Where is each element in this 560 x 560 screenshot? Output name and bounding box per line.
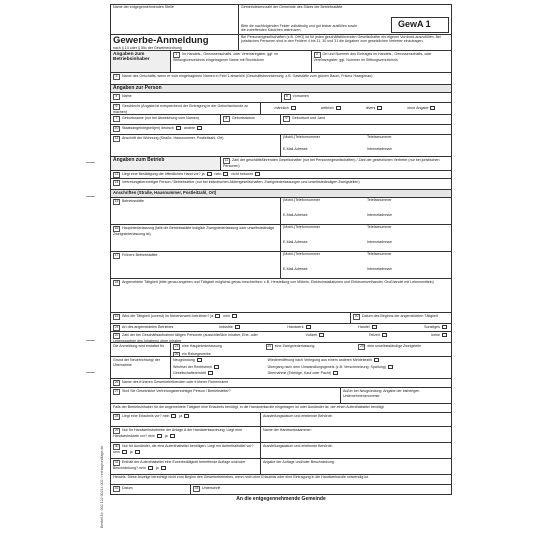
nationality-row: [110, 125, 452, 135]
main-branch-row: [110, 225, 452, 252]
birth-name-field[interactable]: 7 Geburtsname (nur bei Abweichung vom Namen): [111, 115, 221, 124]
employees-row: [110, 332, 452, 343]
previous-number-field[interactable]: Außer bei Neugründung: Angabe der bisherigen Unternehmensnummer: [343, 388, 420, 398]
authority-label: Name der entgegennehmenden Stelle: [113, 5, 174, 9]
permit-q2: 29 Nur für Handwerksbetriebe der Anlage A der Handwerksordnung: Liegt eine Handwerkskarte vor? nein ja: [111, 427, 261, 442]
name-field[interactable]: 4 Name: [111, 93, 282, 102]
permit-q3-detail[interactable]: Ausstellungsdatum und erteilende Behörde:: [263, 443, 333, 448]
employees-field: 22 Zahl der bei Geschäftsaufnahme tätigen Personen (ausschließlich Inhaber, Ehe- oder Lebenspartner des Inhabers) ohne Inhaber Vollzeit Teilzeit keine: [111, 332, 451, 342]
title-cell: [111, 35, 239, 50]
secondary-no[interactable]: nein: [223, 314, 239, 318]
former-name-field[interactable]: 26 Name des früheren Gewerbetreibenden oder früherer Firmenname: [114, 379, 229, 384]
activity-field[interactable]: 18 Angemeldete Tätigkeit (bitte genau angeben und Tätigkeit möglichst genau beschreiben: z.B. Herstellung von Möbeln, Elektroinstallationen und Elektroeinzelhandel, Großhandel mit Lebensmitteln): [114, 279, 434, 284]
hint-row: [110, 475, 452, 485]
instruction-text: Bitte die nachfolgenden Felder vollständig und gut lesbar ausfüllen sowie die zutreffenden Kästchen ankreuzen: [241, 24, 358, 33]
previous-row: [110, 388, 452, 404]
permit-q4-row: [110, 459, 452, 475]
main-branch-email-field[interactable]: E-Mail-Adresse: [283, 239, 308, 244]
permit-q3-row: [110, 443, 452, 459]
former-site-row: [110, 252, 452, 279]
site-fax-field[interactable]: Telefaxnummer: [367, 197, 392, 202]
date-field[interactable]: 32 Datum: [111, 485, 191, 494]
previous-field[interactable]: 27 Sind Sie Gesetzliche Vertretungsberechtigte Person / Betriebsleiter?: [111, 388, 341, 403]
home-address-field[interactable]: 11 Anschrift der Wohnung (Straße, Hausnummer, Postleitzahl, Ort): [111, 135, 281, 156]
field-2[interactable]: 2 Ort und Nummer des Eintrages im Handels-, Genossenschafts- oder Vereinsregister, ggf. Nummer im Stiftungsverzeichnis: [313, 52, 432, 62]
permit-q1-detail[interactable]: Ausstellungsdatum und erteilende Behörde:: [263, 413, 333, 418]
fold-mark: [86, 340, 95, 341]
employees-fulltime[interactable]: Vollzeit: [306, 333, 326, 341]
gender-options: [261, 103, 451, 114]
permit-q1-yes[interactable]: ja: [179, 414, 191, 418]
nationality-other[interactable]: andere: [184, 126, 204, 130]
former-site-fax-field[interactable]: Telefaxnummer: [367, 251, 392, 256]
site-website-field[interactable]: Internetadresse: [367, 212, 392, 217]
authority-cell[interactable]: [111, 5, 239, 34]
former-site-website-field[interactable]: Internetadresse: [367, 266, 392, 271]
registration-row: [110, 343, 452, 357]
permit-q1-row: [110, 413, 452, 427]
start-date-field[interactable]: 20 Datum des Beginns der angemeldeten Tätigkeit: [354, 313, 438, 318]
permit-q4-no[interactable]: nein: [139, 466, 155, 470]
former-site-field[interactable]: 17 Frühere Betriebsstätte: [111, 252, 281, 278]
hint-text: Hinweis: Diese Anzeige berechtigt nicht zum Beginn des Gewerbebetriebes, wenn noch eine Erlaubnis oder eine Eintragung in die Handwerksrolle notwendig ist.: [113, 474, 369, 479]
permit-q3-yes[interactable]: ja: [130, 450, 142, 454]
former-name-row: [110, 379, 452, 388]
birth-date-field[interactable]: 8 Geburtsdatum: [221, 115, 281, 124]
activity-row: [110, 279, 452, 313]
page-title: Gewerbe-Anmeldung: [113, 35, 209, 46]
signature-field[interactable]: 33 Unterschrift: [194, 485, 221, 490]
home-contact-fields: [281, 135, 451, 156]
former-site-email-field[interactable]: E-Mail-Adresse: [283, 266, 308, 271]
title-row: [110, 35, 452, 51]
site-field[interactable]: 15 Betriebsstätte: [111, 198, 281, 224]
registration-dependent[interactable]: 25 eine unselbstständige Zweigstelle: [359, 343, 422, 348]
first-name-field[interactable]: 5 Vornamen: [282, 93, 452, 102]
gender-option-diverse[interactable]: divers: [366, 106, 385, 111]
permit-q2-yes[interactable]: ja: [165, 434, 177, 438]
owner-section-title: Angaben zum Betriebsinhaber: [111, 51, 171, 72]
permit-q2-detail[interactable]: Name der Handwerkskammer:: [263, 427, 312, 432]
field-3[interactable]: 3 Name des Geschäfts, wenn er vom eingetragenen Namen in Feld 1 abweicht (Geschäftsbezeichnung; z.B. Gaststätte zum grünen Baum, Friseur Haargenau): [111, 73, 451, 84]
permit-unknown[interactable]: nicht bekannt: [231, 172, 261, 176]
field-3-row: [110, 73, 452, 85]
registration-label: Die Anmeldung wird erstattet für: [111, 343, 171, 356]
employees-none[interactable]: keine: [431, 333, 449, 341]
owner-section-row: [110, 51, 452, 73]
municipality-cell: [239, 5, 451, 34]
vertical-order-number: Bestell-Nr. 002 122 00214 002 / rechtsgrundlage.de: [100, 445, 104, 528]
type-craft[interactable]: Handwerk: [287, 325, 312, 330]
owner-intro: Bei Personengesellschaften (z.B. OHG) ist für jeden geschäftsführenden Gesellschafter ein eigener Vordruck auszufüllen. Bei juristischen Personen sind in den Feldern 4 bis 11, 30 und 31 die Angaben zum gesetzlichen Vertreter einzutragen.: [241, 35, 441, 43]
business-head-row: [110, 157, 452, 171]
fold-mark: [86, 196, 95, 197]
type-row: [110, 324, 452, 332]
name-row: [110, 93, 452, 103]
reason-takeover[interactable]: Übernahme (Erbfolge, Kauf oder Pacht): [268, 371, 449, 377]
secondary-yes[interactable]: ja: [210, 314, 222, 318]
former-site-contact-fields: [281, 252, 451, 278]
type-other[interactable]: Sonstiges: [424, 325, 449, 330]
permit-q4-yes[interactable]: ja: [156, 466, 168, 470]
gender-label-cell: 6 Geschlecht (Angabe ist entsprechend der Eintragung in der Geburtsurkunde zu machen): [111, 103, 261, 114]
permit-yes[interactable]: ja: [202, 172, 214, 176]
permit-q1: 28 Liegt eine Erlaubnis vor? nein ja: [111, 413, 261, 426]
reason-row: [110, 357, 452, 379]
type-trade[interactable]: Handel: [358, 325, 378, 330]
address-section-title: Anschriften (Straße, Hausnummer, Postleitzahl, Ort): [110, 190, 452, 198]
business-section-title: Angaben zum Betrieb: [111, 157, 221, 170]
permit-q4: 31 Enthält der Aufenthaltstitel eine Erwerbstätigkeit betreffende Auflage und/oder Beschränkung? nein ja: [111, 459, 261, 474]
signature-row: [110, 485, 452, 495]
permits-intro: Falls der Betriebsinhaber für die angemeldete Tätigkeit eine Erlaubnis benötigt, in die Handwerksrolle eingetragen ist oder Ausländer ist, der einen Aufenthaltstitel benötigt: [113, 404, 384, 409]
registration-form: [110, 4, 452, 556]
gender-option-male[interactable]: männlich: [275, 106, 298, 111]
permit-q3: 30 Nur für Ausländer, die eine Aufenthaltstitel benötigen: Liegt ein Aufenthaltstitel vor? nein ja: [111, 443, 261, 458]
reason-legal-form[interactable]: Wechsel der Rechtsform: [173, 365, 264, 371]
registration-branch[interactable]: 24 eine Zweigniederlassung: [267, 343, 315, 348]
permit-row: [110, 171, 452, 179]
reason-label: Grund der Neuerrichtung/ der Übernahme: [111, 357, 171, 378]
person-section-title: Angaben zur Person: [110, 85, 452, 93]
permit-no[interactable]: nein: [215, 172, 231, 176]
former-site-phone-field[interactable]: (Mobil-)Telefonnummer: [283, 251, 320, 256]
fold-mark: [86, 372, 95, 373]
nationality-field: 10 Staatsangehörigkeit(en) deutsch andere: [111, 125, 451, 134]
site-contact-fields: [281, 198, 451, 224]
managers-field[interactable]: 12 Zahl der geschäftsführenden Gesellschafter (nur bei Personengesellschaften) / Zahl der gesetzlichen Vertreter (nur bei juristischen Personen): [223, 158, 440, 169]
page-subtitle: nach § 14 oder § 55c der Gewerbeordnung: [113, 45, 182, 50]
site-email-field[interactable]: E-Mail-Adresse: [283, 212, 308, 217]
intro-cell: [239, 35, 451, 50]
municipality-label: Gemeindekennzahl der Gemeinde des Sitzes der Betriebsstätte: [241, 5, 343, 9]
employees-parttime[interactable]: Teilzeit: [369, 333, 389, 341]
site-phone-field[interactable]: (Mobil-)Telefonnummer: [283, 197, 320, 202]
registration-main[interactable]: 23 eine Hauptniederlassung: [174, 343, 222, 348]
website-field[interactable]: Internetadresse: [367, 147, 392, 152]
main-branch-fax-field[interactable]: Telefaxnummer: [367, 224, 392, 229]
type-field: 21 Art des angemeldeten Betriebes Industrie Handwerk Handel Sonstiges: [111, 324, 451, 331]
email-field[interactable]: E-Mail-Adresse: [283, 147, 308, 152]
responsible-field[interactable]: 14 Vertretungsberechtigte Person / Betriebsleiter (nur bei inländischen Aktiengesellschaften, Zweigniederlassungen und unselbstständigen Zweigstellen): [114, 180, 360, 185]
form-code: GewA 1: [391, 17, 449, 33]
secondary-row: [110, 313, 452, 324]
permit-q3-no[interactable]: nein: [113, 450, 129, 454]
permit-q1-no[interactable]: nein: [163, 414, 179, 418]
fold-mark: [86, 162, 95, 163]
gender-row: [110, 103, 452, 115]
permit-field: 13 Liegt eine Bestätigung der öffentlichen Hand vor? ja nein nicht bekannt: [111, 171, 451, 178]
phone-field[interactable]: (Mobil-)Telefonnummer: [283, 135, 320, 140]
reason-new[interactable]: Neugründung: [173, 358, 264, 364]
main-branch-website-field[interactable]: Internetadresse: [367, 239, 392, 244]
permits-intro-row: [110, 404, 452, 413]
reason-partner[interactable]: Gesellschaftereintritt: [173, 371, 264, 377]
site-row: [110, 198, 452, 225]
responsible-row: [110, 179, 452, 190]
main-branch-field[interactable]: 16 Hauptniederlassung (falls die Betriebsstätte lediglich Zweigniederlassung oder unselbstständige Zweigniederlassung ist): [111, 225, 281, 251]
main-branch-contact-fields: [281, 225, 451, 251]
registration-itinerant[interactable]: 26 ein Reisegewerbe: [174, 351, 211, 356]
type-industry[interactable]: Industrie: [219, 325, 242, 330]
main-branch-phone-field[interactable]: (Mobil-)Telefonnummer: [283, 224, 320, 229]
secondary-field: 19 Wird die Tätigkeit (vorerst) im Nebenerwerb betrieben? ja nein: [111, 313, 351, 323]
gender-option-none[interactable]: ohne Angabe: [407, 106, 437, 111]
nationality-german[interactable]: deutsch: [161, 126, 183, 130]
permit-q2-no[interactable]: nein: [148, 434, 164, 438]
destination-footer: An die entgegennehmende Gemeinde: [236, 495, 326, 502]
permit-q2-row: [110, 427, 452, 443]
registration-options: [171, 343, 451, 356]
birth-row: [110, 115, 452, 125]
birth-place-field[interactable]: 9 Geburtsort und -land: [281, 115, 451, 124]
fax-field[interactable]: Telefaxnummer: [367, 135, 392, 140]
reason-options: [171, 357, 451, 378]
address-row: [110, 135, 452, 157]
permit-q4-detail[interactable]: Angabe der Auflage und/oder Beschränkung:: [263, 459, 335, 464]
field-1[interactable]: 1 Im Handels-, Genossenschafts- oder Vereinsregister, ggf. im Stiftungsverzeichnis eingetragener Name mit Rechtsform: [171, 51, 312, 72]
reason-relocation[interactable]: Wiedereröffnung nach Verlegung aus einem anderen Meldebezirk: [268, 358, 449, 364]
reason-conversion[interactable]: Übergang nach dem Umwandlungsgesetz (z.B. Verschmelzung, Spaltung): [268, 365, 449, 371]
gender-option-female[interactable]: weiblich: [321, 106, 343, 111]
form-header: [110, 4, 452, 35]
